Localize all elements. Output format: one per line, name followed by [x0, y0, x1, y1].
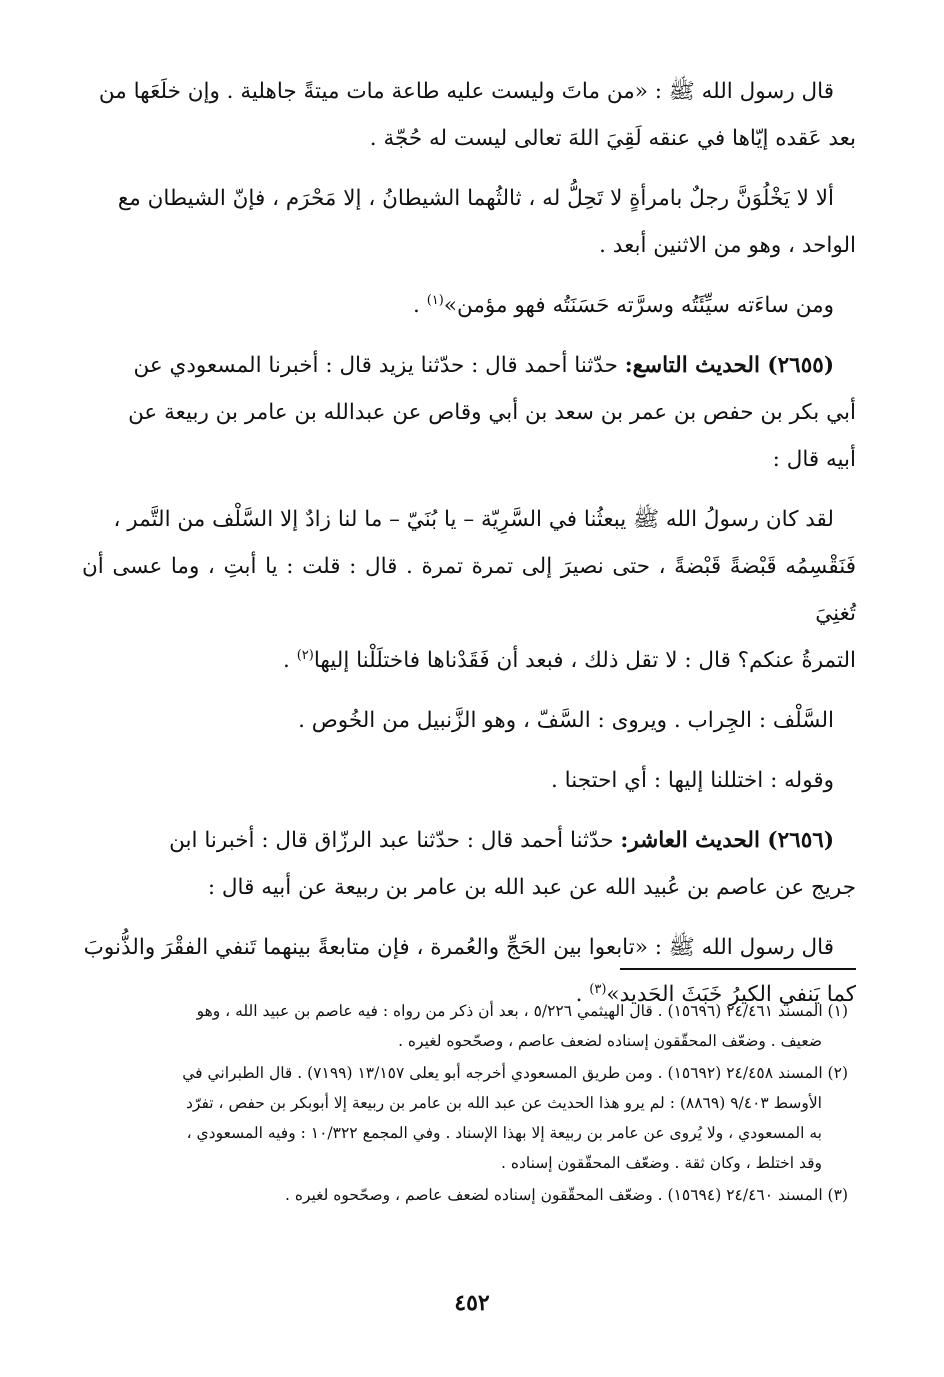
text-line: قال رسول الله ﷺ : «تابعوا بين الحَجِّ والعُمرة ، فإن متابعةً بينهما تَنفي الفقْرَ والذُّنوبَ: [83, 935, 834, 960]
text-segment: حدّثنا أحمد قال : حدّثنا يزيد قال : أخبرنا المسعودي عن: [133, 353, 625, 378]
text-line: ألا لا يَخْلُوَنَّ رجلٌ بامرأةٍ لا تَحِلُّ له ، ثالثُهما الشيطانُ ، إلا مَحْرَم ، فإنّ الشيطان مع: [117, 186, 834, 211]
footnote-line: به المسعودي ، ولا يُروى عن عامر بن ربيعة إلا بهذا الإسناد . وفي المجمع ١٠/٣٢٢ : وفيه المسعودي ،: [186, 1124, 822, 1142]
text-line: السَّلْف : الجِراب . ويروى : السَّفّ ، وهو الزَّنبيل من الخُوص .: [298, 708, 834, 733]
page-number: ٤٥٢: [454, 1290, 490, 1316]
text-line: قال رسول الله ﷺ : «من ماتَ وليست عليه طاعة مات ميتةً جاهلية . وإن خلَعَها من: [98, 79, 834, 104]
text-line: [82, 637, 856, 684]
text-segment: ومن ساءَته سيِّئَتُه وسرَّته حَسَنَتُه فهو مؤمن»: [443, 293, 834, 318]
text-segment: .: [413, 293, 427, 318]
footnote-1: [86, 996, 848, 1056]
text-line: [82, 282, 856, 329]
footnote-ref-3[interactable]: (٣): [589, 981, 607, 997]
text-segment: .: [283, 648, 297, 673]
footnote-divider: [620, 968, 856, 970]
text-line: لقد كان رسولُ الله ﷺ يبعثُنا في السَّرِيّة – يا بُنَيّ – ما لنا زادٌ إلا السَّلْف من التَّمر ،: [113, 507, 834, 532]
gloss-paragraph: [82, 697, 856, 744]
text-line: [82, 342, 856, 389]
text-segment: .: [575, 982, 590, 1007]
footnote-line: ضعيف . وضعّف المحقّقون إسناده لضعف عاصم ، وصحّحوه لغيره .: [398, 1032, 822, 1050]
footnote-line: وقد اختلط ، وكان ثقة . وضعّف المحقّقون إسناده .: [500, 1154, 822, 1172]
text-line: أبيه قال :: [772, 447, 856, 472]
hadith-paragraph: [82, 175, 856, 269]
footnote-ref-1[interactable]: (١): [426, 292, 444, 308]
text-line: الواحد ، وهو من الاثنين أبعد .: [599, 233, 856, 258]
hadith-paragraph: [82, 282, 856, 329]
text-segment: حدّثنا أحمد قال : حدّثنا عبد الرزّاق قال : أخبرنا ابن: [169, 828, 621, 853]
text-line: جريج عن عاصم بن عُبيد الله عن عبد الله بن عامر بن ربيعة عن أبيه قال :: [207, 875, 856, 900]
hadith-paragraph: [82, 68, 856, 162]
gloss-paragraph: [82, 757, 856, 804]
text-line: [82, 817, 856, 864]
text-line: بعد عَقده إيّاها في عنقه لَقِيَ اللهَ تعالى ليست له حُجّة .: [369, 126, 856, 151]
hadith-number-heading: (٢٦٥٦) الحديث العاشر:: [620, 828, 834, 853]
text-line: وقوله : اختللنا إليها : أي احتجنا .: [551, 768, 834, 793]
footnote-line: (١) المسند ٢٤/٤٦١ (١٥٦٩٦) . قال الهيثمي ٥/٢٢٦ ، بعد أن ذكر من رواه : فيه عاصم بن عبيد الله ، وهو: [196, 1002, 848, 1020]
main-text: [82, 68, 856, 1031]
footnote-line: الأوسط ٩/٤٠٣ (٨٨٦٩) : لم يرو هذا الحديث عن عبد الله بن عامر بن ربيعة إلا أبوبكر بن حفص ، تفرّد: [186, 1094, 822, 1112]
text-segment: التمرةُ عنكم؟ قال : لا تقل ذلك ، فبعد أن فَقَدْناها فاختلَلْنا إليها: [313, 648, 856, 673]
footnote-ref-2[interactable]: (٢): [296, 647, 314, 663]
footnote-line: (٢) المسند ٢٤/٤٥٨ (١٥٦٩٢) . ومن طريق المسعودي أخرجه أبو يعلى ١٣/١٥٧ (٧١٩٩) . قال الطبراني في: [182, 1064, 848, 1082]
hadith-number-heading: (٢٦٥٥) الحديث التاسع:: [624, 353, 834, 378]
text-segment: كما يَنفي الكيرُ خَبَثَ الحَديد»: [606, 982, 856, 1007]
footnote-2: [86, 1058, 848, 1178]
footnote-line: (٣) المسند ٢٤/٤٦٠ (١٥٦٩٤) . وضعّف المحقّقون إسناده لضعف عاصم ، وصحّحوه لغيره .: [284, 1186, 848, 1204]
text-line: فَنَقْسِمُه قَبْضةً قَبْضةً ، حتى نصيرَ إلى تمرة تمرة . قال : قلت : يا أبتِ ، وما عسى أن تُغنِيَ: [82, 554, 856, 626]
text-line: أبي بكر بن حفص بن عمر بن سعد بن أبي وقاص عن عبدالله بن عامر بن ربيعة عن: [128, 400, 856, 425]
hadith-heading-paragraph: [82, 817, 856, 911]
hadith-paragraph: [82, 496, 856, 684]
footnotes-section: [86, 996, 848, 1212]
footnote-3: [86, 1180, 848, 1210]
hadith-heading-paragraph: [82, 342, 856, 483]
